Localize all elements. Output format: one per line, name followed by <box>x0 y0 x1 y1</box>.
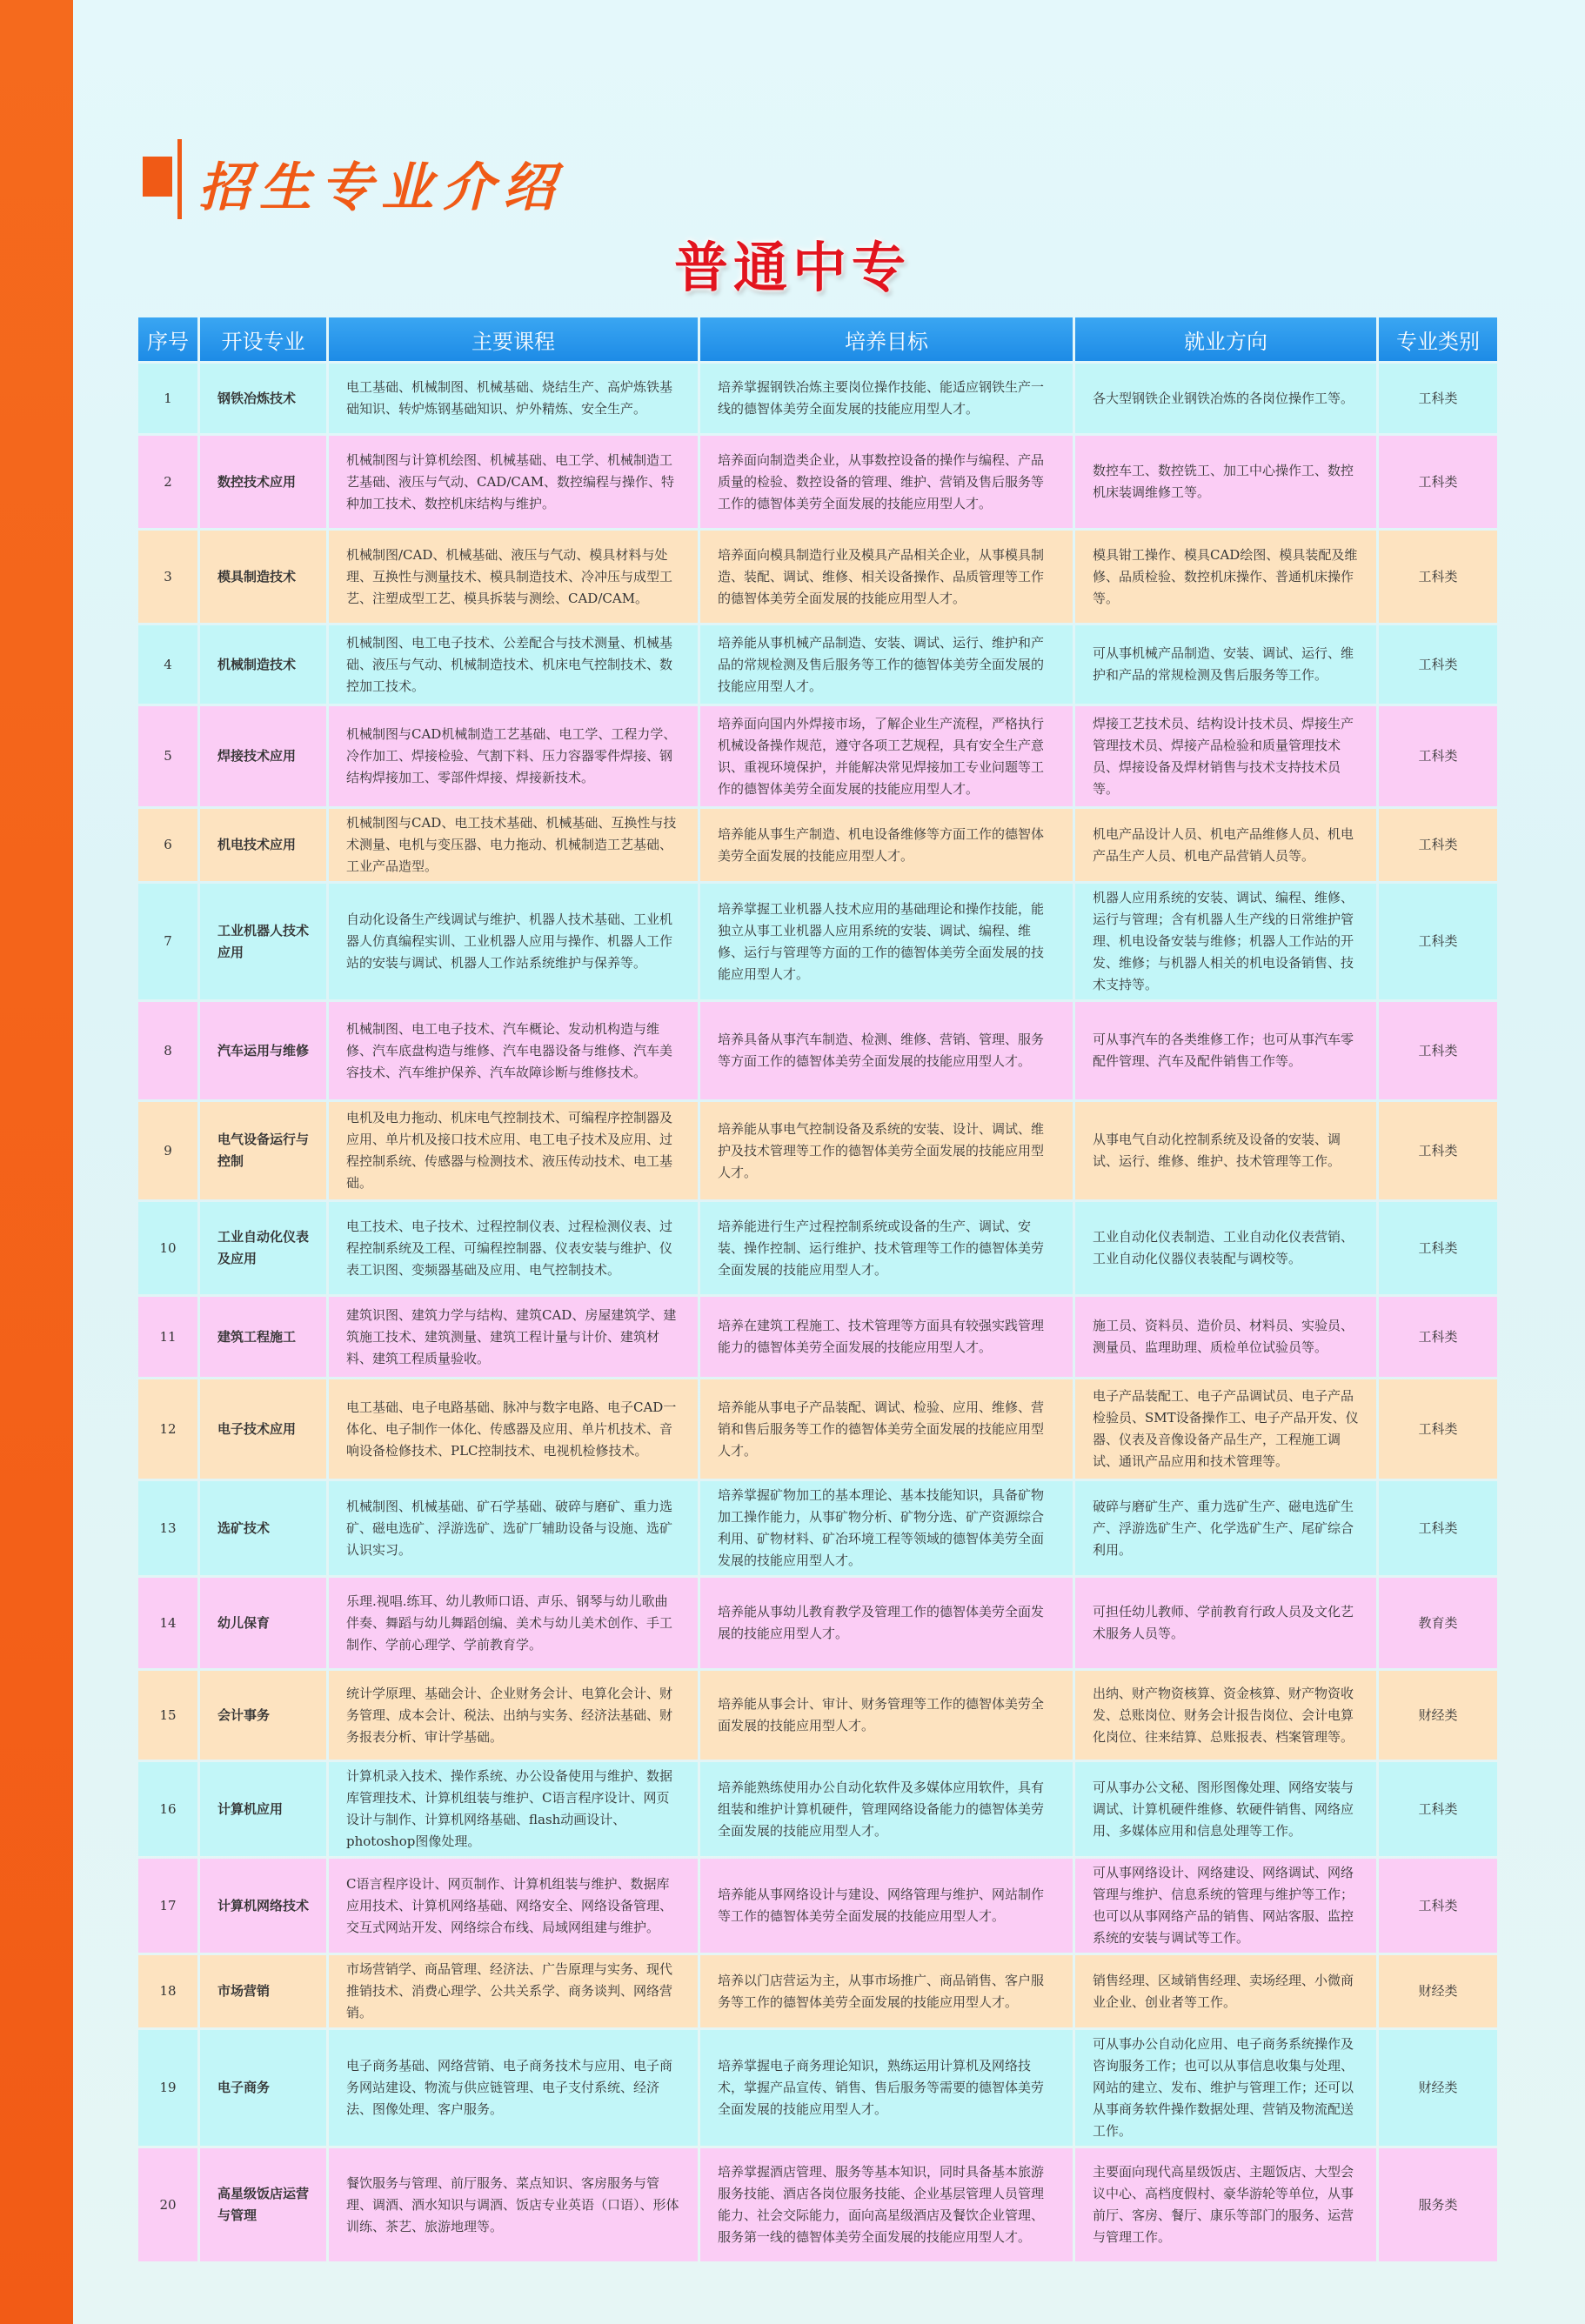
major-name: 电气设备运行与控制 <box>200 1102 326 1199</box>
table-row <box>138 531 1497 623</box>
row-number: 9 <box>138 1102 197 1199</box>
table-row <box>138 364 1497 433</box>
row-number: 16 <box>138 1762 197 1856</box>
career-direction: 机电产品设计人员、机电产品维修人员、机电产品生产人员、机电产品营销人员等。 <box>1075 809 1376 881</box>
table-row <box>138 1955 1497 2027</box>
major-category: 财经类 <box>1379 1955 1497 2027</box>
training-goal: 培养以门店营运为主，从事市场推广、商品销售、客户服务等工作的德智体美劳全面发展的技能应用型人才。 <box>700 1955 1073 2027</box>
training-goal: 培养能从事会计、审计、财务管理等工作的德智体美劳全面发展的技能应用型人才。 <box>700 1671 1073 1760</box>
main-courses: 机械制图与计算机绘图、机械基础、电工学、机械制造工艺基础、液压与气动、CAD/CAM、数控编程与操作、特种加工技术、数控机床结构与维护。 <box>329 436 698 528</box>
header-square-mark <box>143 157 172 197</box>
row-number: 11 <box>138 1297 197 1377</box>
career-direction: 机器人应用系统的安装、调试、编程、维修、运行与管理；含有机器人生产线的日常维护管理、机电设备安装与维修；机器人工作站的开发、维修；与机器人相关的机电设备销售、技术支持等。 <box>1075 884 1376 999</box>
row-number: 1 <box>138 364 197 433</box>
row-number: 12 <box>138 1379 197 1479</box>
major-name: 工业机器人技术应用 <box>200 884 326 999</box>
major-category: 工科类 <box>1379 809 1497 881</box>
career-direction: 破碎与磨矿生产、重力选矿生产、磁电选矿生产、浮游选矿生产、化学选矿生产、尾矿综合利用。 <box>1075 1481 1376 1575</box>
main-courses: 自动化设备生产线调试与维护、机器人技术基础、工业机器人仿真编程实训、工业机器人应用与操作、机器人工作站的安装与调试、机器人工作站系统维护与保养等。 <box>329 884 698 999</box>
major-name: 选矿技术 <box>200 1481 326 1575</box>
table-row <box>138 625 1497 704</box>
major-category: 工科类 <box>1379 1379 1497 1479</box>
row-number: 13 <box>138 1481 197 1575</box>
training-goal: 培养掌握工业机器人技术应用的基础理论和操作技能，能独立从事工业机器人应用系统的安装、调试、编程、维修、运行与管理等方面的工作的德智体美劳全面发展的技能应用型人才。 <box>700 884 1073 999</box>
career-direction: 数控车工、数控铣工、加工中心操作工、数控机床装调维修工等。 <box>1075 436 1376 528</box>
training-goal: 培养能从事电子产品装配、调试、检验、应用、维修、营销和售后服务等工作的德智体美劳全面发展的技能应用型人才。 <box>700 1379 1073 1479</box>
table-row <box>138 2148 1497 2261</box>
training-goal: 培养能从事机械产品制造、安装、调试、运行、维护和产品的常规检测及售后服务等工作的德智体美劳全面发展的技能应用型人才。 <box>700 625 1073 704</box>
major-name: 幼儿保育 <box>200 1578 326 1668</box>
main-courses: 建筑识图、建筑力学与结构、建筑CAD、房屋建筑学、建筑施工技术、建筑测量、建筑工程计量与计价、建筑材料、建筑工程质量验收。 <box>329 1297 698 1377</box>
major-name: 建筑工程施工 <box>200 1297 326 1377</box>
major-name: 电子技术应用 <box>200 1379 326 1479</box>
major-category: 财经类 <box>1379 2030 1497 2146</box>
major-category: 工科类 <box>1379 706 1497 806</box>
major-category: 工科类 <box>1379 1859 1497 1953</box>
major-name: 钢铁冶炼技术 <box>200 364 326 433</box>
main-courses: 机械制图/CAD、机械基础、液压与气动、模具材料与处理、互换性与测量技术、模具制造技术、冷冲压与成型工艺、注塑成型工艺、模具拆装与测绘、CAD/CAM。 <box>329 531 698 623</box>
row-number: 18 <box>138 1955 197 2027</box>
table-row <box>138 884 1497 999</box>
table-row <box>138 1859 1497 1953</box>
training-goal: 培养能熟练使用办公自动化软件及多媒体应用软件，具有组装和维护计算机硬件，管理网络设备能力的德智体美劳全面发展的技能应用型人才。 <box>700 1762 1073 1856</box>
career-direction: 电子产品装配工、电子产品调试员、电子产品检验员、SMT设备操作工、电子产品开发、仪器、仪表及音像设备产品生产，工程施工调试、通讯产品应用和技术管理等。 <box>1075 1379 1376 1479</box>
main-courses: 机械制图与CAD机械制造工艺基础、电工学、工程力学、冷作加工、焊接检验、气割下料、压力容器零件焊接、钢结构焊接加工、零部件焊接、焊接新技术。 <box>329 706 698 806</box>
main-courses: 机械制图、电工电子技术、公差配合与技术测量、机械基础、液压与气动、机械制造技术、机床电气控制技术、数控加工技术。 <box>329 625 698 704</box>
career-direction: 各大型钢铁企业钢铁冶炼的各岗位操作工等。 <box>1075 364 1376 433</box>
row-number: 15 <box>138 1671 197 1760</box>
row-number: 19 <box>138 2030 197 2146</box>
major-name: 模具制造技术 <box>200 531 326 623</box>
training-goal: 培养能从事网络设计与建设、网络管理与维护、网站制作等工作的德智体美劳全面发展的技能应用型人才。 <box>700 1859 1073 1953</box>
row-number: 3 <box>138 531 197 623</box>
row-number: 7 <box>138 884 197 999</box>
career-direction: 可从事办公文秘、图形图像处理、网络安装与调试、计算机硬件维修、软硬件销售、网络应用、多媒体应用和信息处理等工作。 <box>1075 1762 1376 1856</box>
major-category: 教育类 <box>1379 1578 1497 1668</box>
training-goal: 培养具备从事汽车制造、检测、维修、营销、管理、服务等方面工作的德智体美劳全面发展的技能应用型人才。 <box>700 1002 1073 1099</box>
main-courses: 电子商务基础、网络营销、电子商务技术与应用、电子商务网站建设、物流与供应链管理、电子支付系统、经济法、图像处理、客户服务。 <box>329 2030 698 2146</box>
career-direction: 可从事办公自动化应用、电子商务系统操作及咨询服务工作；也可以从事信息收集与处理、网站的建立、发布、维护与管理工作；还可以从事商务软件操作数据处理、营销及物流配送工作。 <box>1075 2030 1376 2146</box>
major-name: 高星级饭店运营与管理 <box>200 2148 326 2261</box>
major-name: 市场营销 <box>200 1955 326 2027</box>
row-number: 20 <box>138 2148 197 2261</box>
training-goal: 培养能从事电气控制设备及系统的安装、设计、调试、维护及技术管理等工作的德智体美劳全面发展的技能应用型人才。 <box>700 1102 1073 1199</box>
main-courses: 餐饮服务与管理、前厅服务、菜点知识、客房服务与管理、调酒、酒水知识与调酒、饭店专业英语（口语）、形体训练、茶艺、旅游地理等。 <box>329 2148 698 2261</box>
majors-table <box>136 315 1500 2264</box>
career-direction: 焊接工艺技术员、结构设计技术员、焊接生产管理技术员、焊接产品检验和质量管理技术员、焊接设备及焊材销售与技术支持技术员等。 <box>1075 706 1376 806</box>
career-direction: 可从事汽车的各类维修工作；也可从事汽车零配件管理、汽车及配件销售工作等。 <box>1075 1002 1376 1099</box>
table-row <box>138 436 1497 528</box>
training-goal: 培养能从事生产制造、机电设备维修等方面工作的德智体美劳全面发展的技能应用型人才。 <box>700 809 1073 881</box>
major-category: 工科类 <box>1379 1481 1497 1575</box>
major-name: 机械制造技术 <box>200 625 326 704</box>
major-category: 工科类 <box>1379 531 1497 623</box>
main-courses: 统计学原理、基础会计、企业财务会计、电算化会计、财务管理、成本会计、税法、出纳与实务、经济法基础、财务报表分析、审计学基础。 <box>329 1671 698 1760</box>
table-row <box>138 1297 1497 1377</box>
major-name: 汽车运用与维修 <box>200 1002 326 1099</box>
major-name: 机电技术应用 <box>200 809 326 881</box>
major-category: 工科类 <box>1379 625 1497 704</box>
page-title: 招生专业介绍 <box>198 157 564 218</box>
major-category: 工科类 <box>1379 1102 1497 1199</box>
major-category: 工科类 <box>1379 436 1497 528</box>
main-courses: 电工技术、电子技术、过程控制仪表、过程检测仪表、过程控制系统及工程、可编程控制器、仪表安装与维护、仪表工识图、变频器基础及应用、电气控制技术。 <box>329 1202 698 1294</box>
table-row <box>138 1762 1497 1856</box>
career-direction: 从事电气自动化控制系统及设备的安装、调试、运行、维修、维护、技术管理等工作。 <box>1075 1102 1376 1199</box>
column-header-category: 专业类别 <box>1379 317 1497 361</box>
section-title: 普通中专 <box>673 236 911 299</box>
training-goal: 培养在建筑工程施工、技术管理等方面具有较强实践管理能力的德智体美劳全面发展的技能应用型人才。 <box>700 1297 1073 1377</box>
column-header-goal: 培养目标 <box>700 317 1073 361</box>
major-name: 数控技术应用 <box>200 436 326 528</box>
main-courses: 机械制图与CAD、电工技术基础、机械基础、互换性与技术测量、电机与变压器、电力拖动、机械制造工艺基础、工业产品造型。 <box>329 809 698 881</box>
major-name: 计算机应用 <box>200 1762 326 1856</box>
row-number: 8 <box>138 1002 197 1099</box>
table-row <box>138 706 1497 806</box>
table-row <box>138 1202 1497 1294</box>
training-goal: 培养能进行生产过程控制系统或设备的生产、调试、安装、操作控制、运行维护、技术管理等工作的德智体美劳全面发展的技能应用型人才。 <box>700 1202 1073 1294</box>
training-goal: 培养掌握酒店管理、服务等基本知识，同时具备基本旅游服务技能、酒店各岗位服务技能、企业基层管理人员管理能力、社会交际能力，面向高星级酒店及餐饮企业管理、服务第一线的德智体美劳全面发展的技能应用型人才。 <box>700 2148 1073 2261</box>
main-courses: 市场营销学、商品管理、经济法、广告原理与实务、现代推销技术、消费心理学、公共关系学、商务谈判、网络营销。 <box>329 1955 698 2027</box>
career-direction: 可从事机械产品制造、安装、调试、运行、维护和产品的常规检测及售后服务等工作。 <box>1075 625 1376 704</box>
column-header-career: 就业方向 <box>1075 317 1376 361</box>
major-name: 会计事务 <box>200 1671 326 1760</box>
training-goal: 培养面向模具制造行业及模具产品相关企业，从事模具制造、装配、调试、维修、相关设备操作、品质管理等工作的德智体美劳全面发展的技能应用型人才。 <box>700 531 1073 623</box>
column-header-no: 序号 <box>138 317 197 361</box>
career-direction: 可担任幼儿教师、学前教育行政人员及文化艺术服务人员等。 <box>1075 1578 1376 1668</box>
table-header-row <box>138 317 1497 361</box>
table-row <box>138 2030 1497 2146</box>
main-courses: 计算机录入技术、操作系统、办公设备使用与维护、数据库管理技术、计算机组装与维护、C语言程序设计、网页设计与制作、计算机网络基础、flash动画设计、photoshop图像处理。 <box>329 1762 698 1856</box>
main-courses: 机械制图、电工电子技术、汽车概论、发动机构造与维修、汽车底盘构造与维修、汽车电器设备与维修、汽车美容技术、汽车维护保养、汽车故障诊断与维修技术。 <box>329 1002 698 1099</box>
main-courses: 机械制图、机械基础、矿石学基础、破碎与磨矿、重力选矿、磁电选矿、浮游选矿、选矿厂辅助设备与设施、选矿认识实习。 <box>329 1481 698 1575</box>
major-category: 工科类 <box>1379 884 1497 999</box>
row-number: 14 <box>138 1578 197 1668</box>
table-row <box>138 1002 1497 1099</box>
table-row <box>138 1102 1497 1199</box>
major-name: 焊接技术应用 <box>200 706 326 806</box>
column-header-courses: 主要课程 <box>329 317 698 361</box>
main-courses: C语言程序设计、网页制作、计算机组装与维护、数据库应用技术、计算机网络基础、网络安全、网络设备管理、交互式网站开发、网络综合布线、局域网组建与维护。 <box>329 1859 698 1953</box>
table-row <box>138 1481 1497 1575</box>
main-courses: 乐理.视唱.练耳、幼儿教师口语、声乐、钢琴与幼儿歌曲伴奏、舞蹈与幼儿舞蹈创编、美术与幼儿美术创作、手工制作、学前心理学、学前教育学。 <box>329 1578 698 1668</box>
row-number: 6 <box>138 809 197 881</box>
career-direction: 可从事网络设计、网络建设、网络调试、网络管理与维护、信息系统的管理与维护等工作；也可以从事网络产品的销售、网站客服、监控系统的安装与调试等工作。 <box>1075 1859 1376 1953</box>
training-goal: 培养掌握钢铁冶炼主要岗位操作技能、能适应钢铁生产一线的德智体美劳全面发展的技能应用型人才。 <box>700 364 1073 433</box>
row-number: 10 <box>138 1202 197 1294</box>
column-header-major: 开设专业 <box>200 317 326 361</box>
major-name: 电子商务 <box>200 2030 326 2146</box>
career-direction: 出纳、财产物资核算、资金核算、财产物资收发、总账岗位、财务会计报告岗位、会计电算化岗位、往来结算、总账报表、档案管理等。 <box>1075 1671 1376 1760</box>
training-goal: 培养掌握电子商务理论知识，熟练运用计算机及网络技术，掌握产品宣传、销售、售后服务等需要的德智体美劳全面发展的技能应用型人才。 <box>700 2030 1073 2146</box>
career-direction: 工业自动化仪表制造、工业自动化仪表营销、工业自动化仪器仪表装配与调校等。 <box>1075 1202 1376 1294</box>
major-category: 财经类 <box>1379 1671 1497 1760</box>
career-direction: 施工员、资料员、造价员、材料员、实验员、测量员、监理助理、质检单位试验员等。 <box>1075 1297 1376 1377</box>
training-goal: 培养面向国内外焊接市场，了解企业生产流程，严格执行机械设备操作规范，遵守各项工艺规程，具有安全生产意识、重视环境保护，并能解决常见焊接加工专业问题等工作的德智体美劳全面发展的技能应用型人才。 <box>700 706 1073 806</box>
main-courses: 电机及电力拖动、机床电气控制技术、可编程序控制器及应用、单片机及接口技术应用、电工电子技术及应用、过程控制系统、传感器与检测技术、液压传动技术、电工基础。 <box>329 1102 698 1199</box>
career-direction: 主要面向现代高星级饭店、主题饭店、大型会议中心、高档度假村、豪华游轮等单位，从事前厅、客房、餐厅、康乐等部门的服务、运营与管理工作。 <box>1075 2148 1376 2261</box>
row-number: 5 <box>138 706 197 806</box>
major-category: 工科类 <box>1379 1002 1497 1099</box>
row-number: 2 <box>138 436 197 528</box>
main-courses: 电工基础、机械制图、机械基础、烧结生产、高炉炼铁基础知识、转炉炼钢基础知识、炉外精炼、安全生产。 <box>329 364 698 433</box>
major-category: 工科类 <box>1379 1202 1497 1294</box>
major-category: 服务类 <box>1379 2148 1497 2261</box>
career-direction: 模具钳工操作、模具CAD绘图、模具装配及维修、品质检验、数控机床操作、普通机床操作等。 <box>1075 531 1376 623</box>
table-row <box>138 809 1497 881</box>
training-goal: 培养能从事幼儿教育教学及管理工作的德智体美劳全面发展的技能应用型人才。 <box>700 1578 1073 1668</box>
major-category: 工科类 <box>1379 1762 1497 1856</box>
left-accent-stripe <box>0 0 73 2324</box>
career-direction: 销售经理、区域销售经理、卖场经理、小微商业企业、创业者等工作。 <box>1075 1955 1376 2027</box>
training-goal: 培养掌握矿物加工的基本理论、基本技能知识，具备矿物加工操作能力，从事矿物分析、矿物分选、矿产资源综合利用、矿物材料、矿冶环境工程等领域的德智体美劳全面发展的技能应用型人才。 <box>700 1481 1073 1575</box>
major-category: 工科类 <box>1379 1297 1497 1377</box>
table-row <box>138 1578 1497 1668</box>
main-courses: 电工基础、电子电路基础、脉冲与数字电路、电子CAD一体化、电子制作一体化、传感器及应用、单片机技术、音响设备检修技术、PLC控制技术、电视机检修技术。 <box>329 1379 698 1479</box>
row-number: 4 <box>138 625 197 704</box>
major-name: 工业自动化仪表及应用 <box>200 1202 326 1294</box>
header-vertical-bar <box>177 139 182 219</box>
row-number: 17 <box>138 1859 197 1953</box>
training-goal: 培养面向制造类企业，从事数控设备的操作与编程、产品质量的检验、数控设备的管理、维护、营销及售后服务等工作的德智体美劳全面发展的技能应用型人才。 <box>700 436 1073 528</box>
table-row <box>138 1671 1497 1760</box>
major-category: 工科类 <box>1379 364 1497 433</box>
table-row <box>138 1379 1497 1479</box>
major-name: 计算机网络技术 <box>200 1859 326 1953</box>
